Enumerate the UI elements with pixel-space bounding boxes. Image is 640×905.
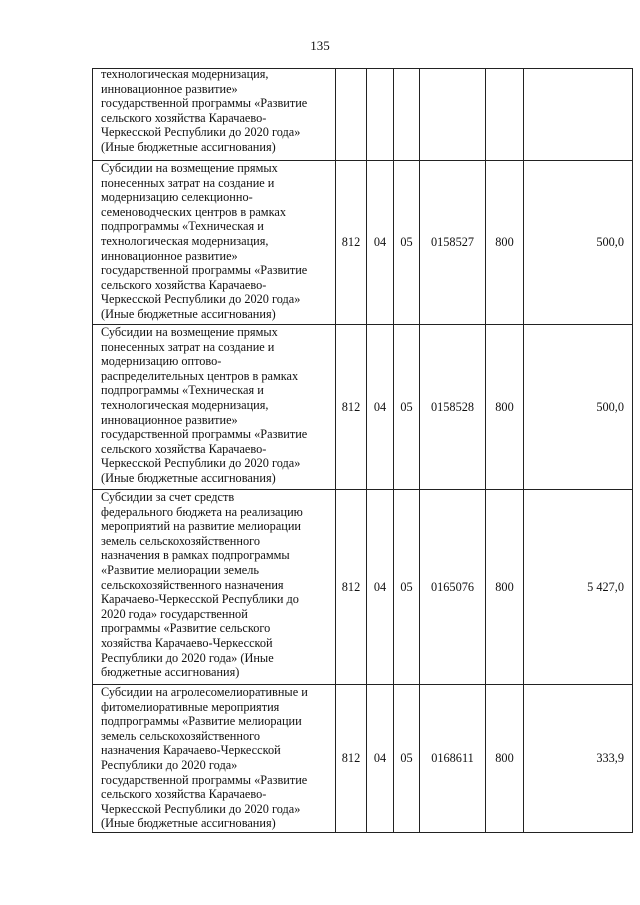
description-line: понесенных затрат на создание и [101, 175, 275, 190]
description-line: подпрограммы «Развитие мелиорации [101, 714, 302, 729]
ministry-code-cell [336, 69, 367, 161]
target-article-cell: 0158527 [420, 161, 486, 325]
description-line: назначения Карачаево-Черкесской [101, 743, 281, 758]
target-article-cell [420, 69, 486, 161]
description-line: Субсидии за счет средств [101, 490, 235, 504]
description-line: технологическая модернизация, [101, 67, 269, 81]
description-line: сельского хозяйства Карачаево- [101, 787, 267, 802]
subsection-code-cell: 05 [394, 325, 420, 490]
description-line: подпрограммы «Техническая и [101, 219, 264, 234]
description-line: Черкесской Республики до 2020 года» [101, 801, 301, 816]
description-line: Черкесской Республики до 2020 года» [101, 292, 301, 307]
description-line: государственной программы «Развитие [101, 263, 308, 278]
amount-cell [524, 69, 633, 161]
subsection-code-cell [394, 69, 420, 161]
description-line: понесенных затрат на создание и [101, 339, 275, 354]
section-code-cell: 04 [367, 325, 394, 490]
description-line: сельскохозяйственного назначения [101, 577, 284, 592]
description-line: Республики до 2020 года» (Иные [101, 650, 274, 665]
description-line: фитомелиоративные мероприятия [101, 699, 280, 714]
table-row [93, 325, 633, 490]
description-line: сельского хозяйства Карачаево- [101, 110, 267, 125]
description-line: земель сельскохозяйственного [101, 533, 260, 548]
amount-cell: 500,0 [524, 161, 633, 325]
amount-cell: 500,0 [524, 325, 633, 490]
description-line: «Развитие мелиорации земель [101, 562, 260, 577]
description-line: инновационное развитие» [101, 248, 238, 263]
table-row [93, 69, 633, 161]
subsection-code-cell: 05 [394, 161, 420, 325]
section-code-cell [367, 69, 394, 161]
amount-cell: 333,9 [524, 685, 633, 833]
expense-type-cell: 800 [486, 685, 524, 833]
description-line: семеноводческих центров в рамках [101, 204, 286, 219]
expense-type-cell: 800 [486, 325, 524, 490]
description-line: Черкесской Республики до 2020 года» [101, 456, 301, 471]
budget-table [92, 68, 633, 833]
budget-table-body [93, 69, 633, 833]
description-line: федерального бюджета на реализацию [101, 504, 303, 519]
description-line: (Иные бюджетные ассигнования) [101, 816, 276, 831]
description-line: модернизацию селекционно- [101, 190, 253, 205]
description-line: назначения в рамках подпрограммы [101, 548, 290, 563]
ministry-code-cell: 812 [336, 685, 367, 833]
expense-type-cell: 800 [486, 161, 524, 325]
page-number: 135 [310, 38, 330, 53]
description-line: модернизацию оптово- [101, 354, 222, 369]
description-line: Субсидии на агролесомелиоративные и [101, 685, 308, 699]
description-line: технологическая модернизация, [101, 233, 269, 248]
section-code-cell: 04 [367, 685, 394, 833]
description-cell [93, 490, 336, 685]
description-line: распределительных центров в рамках [101, 368, 299, 383]
description-cell [93, 325, 336, 490]
section-code-cell: 04 [367, 161, 394, 325]
description-cell [93, 161, 336, 325]
description-line: Субсидии на возмещение прямых [101, 161, 278, 175]
description-line: Субсидии на возмещение прямых [101, 325, 278, 339]
ministry-code-cell: 812 [336, 325, 367, 490]
description-line: технологическая модернизация, [101, 397, 269, 412]
description-line: программы «Развитие сельского [101, 621, 271, 636]
description-line: инновационное развитие» [101, 81, 238, 96]
description-line: (Иные бюджетные ассигнования) [101, 470, 276, 485]
table-row [93, 490, 633, 685]
description-line: государственной программы «Развитие [101, 427, 308, 442]
expense-type-cell: 800 [486, 490, 524, 685]
description-line: (Иные бюджетные ассигнования) [101, 306, 276, 321]
expense-type-cell [486, 69, 524, 161]
description-line: 2020 года» государственной [101, 606, 248, 621]
section-code-cell: 04 [367, 490, 394, 685]
description-line: инновационное развитие» [101, 412, 238, 427]
subsection-code-cell: 05 [394, 490, 420, 685]
description-line: подпрограммы «Техническая и [101, 383, 264, 398]
description-line: государственной программы «Развитие [101, 772, 308, 787]
table-row [93, 161, 633, 325]
description-line: Черкесской Республики до 2020 года» [101, 125, 301, 140]
table-row [93, 685, 633, 833]
target-article-cell: 0158528 [420, 325, 486, 490]
target-article-cell: 0168611 [420, 685, 486, 833]
description-line: бюджетные ассигнования) [101, 665, 240, 680]
description-line: хозяйства Карачаево-Черкесской [101, 635, 273, 650]
description-line: (Иные бюджетные ассигнования) [101, 139, 276, 154]
ministry-code-cell: 812 [336, 161, 367, 325]
subsection-code-cell: 05 [394, 685, 420, 833]
description-line: земель сельскохозяйственного [101, 728, 260, 743]
description-cell [93, 685, 336, 833]
description-cell [93, 69, 336, 161]
description-line: государственной программы «Развитие [101, 96, 308, 111]
description-line: сельского хозяйства Карачаево- [101, 277, 267, 292]
description-line: мероприятий на развитие мелиорации [101, 519, 302, 534]
description-line: Карачаево-Черкесской Республики до [101, 592, 299, 607]
target-article-cell: 0165076 [420, 490, 486, 685]
ministry-code-cell: 812 [336, 490, 367, 685]
amount-cell: 5 427,0 [524, 490, 633, 685]
description-line: Республики до 2020 года» [101, 757, 238, 772]
description-line: сельского хозяйства Карачаево- [101, 441, 267, 456]
